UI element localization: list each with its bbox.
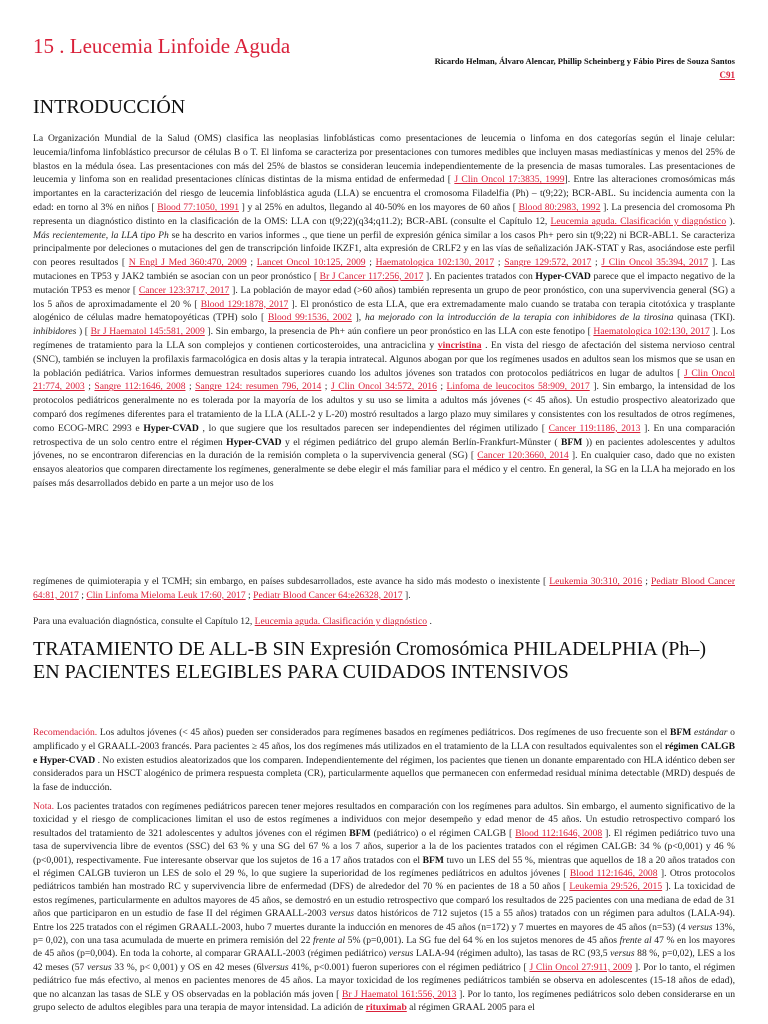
text-run: ) [: [76, 326, 91, 338]
reference-link[interactable]: Pediatr Blood Cancer 64:81, 2017: [33, 576, 736, 601]
text-run: ]. Por lo tanto, el régimen pediátrico fue más efectivo, al menos en pacientes menores de 45 años. La mayor toxicidad de los regímenes pediátricos también se observa en adolescentes (15-18 años de edad), que no alcanzan las tasas de SLE y OS observadas en la población más joven [: [33, 961, 735, 1000]
italic-text: Más recientemente, la LLA tipo Ph: [33, 229, 169, 241]
reference-link[interactable]: J Clin Oncol 34:572, 2016: [330, 381, 437, 393]
bold-term: régimen CALGB e Hyper-CVAD: [33, 740, 735, 766]
reference-link[interactable]: N Engl J Med 360:470, 2009: [128, 257, 247, 269]
text-run: ;: [321, 381, 331, 393]
reference-link[interactable]: Blood 112:1646, 2008: [515, 827, 603, 839]
reference-link[interactable]: Sangre 112:1646, 2008: [94, 381, 186, 393]
reference-link[interactable]: Linfoma de leucocitos 58:909, 2017: [446, 381, 590, 393]
italic-text: frente al: [312, 935, 346, 947]
italic-text: versus: [688, 921, 713, 933]
reference-link[interactable]: J Clin Oncol 35:394, 2017: [601, 257, 709, 269]
intro-heading: INTRODUCCIÓN: [33, 96, 186, 118]
reference-link[interactable]: Blood 99:1536, 2002: [267, 312, 352, 324]
text-run: 47 % en los mayores de 45 años (p=0,004). En toda la cohorte, al comparar GRAALL-2003 (régimen pediátrico): [33, 935, 735, 960]
reference-link[interactable]: J Clin Oncol 27:911, 2009: [529, 961, 633, 973]
reference-link[interactable]: Clin Linfoma Mieloma Leuk 17:60, 2017: [86, 589, 246, 601]
text-run: ]. Entre las alteraciones cromosómicas más importantes en la caracterización del riesgo de leucemia linfoblástica aguda (LLA) se encuentra el cromosoma Filadelfia (Ph) – t(9;22); BCR-ABL. Su incidencia aumenta con la edad: en torno al 3% en niños [: [33, 174, 735, 213]
text-run: ] y al 25% en adultos, llegando al 40-50% en los mayores de 60 años [: [239, 201, 519, 213]
text-run: parece que el impacto negativo de la mutación TP53 es menor [: [33, 270, 735, 296]
text-run: se ha descrito en varios informes ., que tiene un perfil de expresión génica similar a los casos Ph+ pero sin t(9;22) ni BCR-ABL1. Se caracteriza principalmente por deleciones o mutaciones del gen de transcripción linfoide IKZF1, alta expresión de CRLF2 y en las vías de señalización JAK-STAT y Ras, asociándose este perfil con peores resultados [: [33, 229, 736, 269]
reference-link[interactable]: J Clin Oncol 17:3835, 1999: [454, 174, 565, 186]
text-run: al régimen GRAAL 2005 para el: [406, 1002, 535, 1014]
text-run: ;: [84, 381, 95, 393]
text-run: ;: [78, 589, 87, 601]
intro-paragraph-3: [33, 615, 735, 629]
recommendation-paragraph: [33, 726, 735, 795]
text-run: ]. El pronóstico de esta LLA, que era extremadamente malo cuando se trataba con terapia citotóxica y trasplante alogénico de células madre hematopoyéticas (TPH) solo [: [33, 298, 736, 324]
text-run: ]. Otros protocolos pediátricos también han mostrado RC y supervivencia libre de enfermedad (DFS) de alrededor del 70 % en pacientes de 18 a 50 años [: [33, 868, 735, 893]
text-run: .: [427, 616, 432, 627]
text-run: ]. La toxicidad de estos regímenes, particularmente en adultos mayores de 45 años, se demostró en un estudio retrospectivo que comparó los resultados de 225 pacientes con una mediana de edad de 31 años que participaron en un estudio de fase II del régimen GRAALL-2003: [33, 881, 736, 920]
text-run: ;: [436, 381, 447, 393]
italic-text: versus: [264, 961, 289, 973]
text-run: 41%, p<0.001) fueron superiores con el régimen pediátrico [: [288, 961, 530, 973]
reference-link[interactable]: Sangre 129:572, 2017: [504, 257, 592, 269]
italic-text: estándar: [693, 727, 728, 738]
text-run: regímenes de quimioterapia y el TCMH; sin embargo, en países subdesarrollados, este avance ha sido más modesto o inexistente [: [33, 576, 550, 587]
text-run: ],: [351, 312, 365, 324]
reference-link[interactable]: Blood 77:1050, 1991: [157, 201, 240, 213]
reference-link[interactable]: Haematologica 102:130, 2017: [375, 257, 495, 269]
text-run: ]. Las mutaciones en TP53 y JAK2 también se asocian con un peor pronóstico [: [33, 257, 735, 282]
bold-term: Hyper-CVAD: [535, 270, 591, 282]
icd-code-link[interactable]: C91: [719, 70, 735, 80]
text-run: ]. En pacientes tratados con: [423, 270, 536, 282]
bold-term: BFM: [349, 827, 371, 839]
text-run: (pediátrico) o el régimen CALGB [: [370, 827, 516, 839]
reference-link[interactable]: Blood 129:1878, 2017: [200, 298, 289, 310]
text-run: . En vista del riesgo de afectación del sistema nervioso central (SNC), también se incluyen la profilaxis farmacológica en dosis altas y la terapia intratecal. Algunos abogan por que los regímenes usados en adultos sean los mismos que se usan en la población pediátrica. Varios informes demuestran resultados superiores cuando los adultos jóvenes son tratados con protocolos pediátricos en lugar de adultos [: [33, 339, 735, 379]
reference-link[interactable]: Br J Haematol 161:556, 2013: [342, 988, 457, 1000]
text-run: Los adultos jóvenes (< 45 años) pueden ser considerados para regímenes basados en regímenes pediátricos. Dos regímenes de uso frecuente son el: [97, 727, 670, 738]
italic-text: frente al: [619, 935, 652, 947]
text-run: tuvo un LES del 55 %, mientras que aquellos de 18 a 20 años tratados con el régimen CALGB tuvieron un LES de solo el 29 %, lo que sugiere la superioridad de los regímenes pediátricos en adultos jóvenes [: [33, 854, 735, 880]
reference-link[interactable]: Blood 112:1646, 2008: [569, 868, 658, 880]
text-run: ).: [726, 215, 735, 227]
treatment-heading: TRATAMIENTO DE ALL-B SIN Expresión Cromosómica PHILADELPHIA (Ph–) EN PACIENTES ELEGIBLES PARA CUIDADOS INTENSIVOS: [33, 638, 706, 683]
reference-link[interactable]: Br J Cancer 117:256, 2017: [319, 270, 424, 282]
reference-link[interactable]: Leucemia aguda. Clasificación y diagnóstico: [550, 215, 727, 227]
bold-term: Hyper-CVAD: [143, 422, 199, 434]
italic-text: ha mejorado con la introducción de la terapia con inhibidores de la tirosina: [364, 312, 674, 324]
text-run: 88 %, p=0,02), LES a los 42 meses (57: [33, 948, 735, 973]
reference-link[interactable]: Blood 80:2983, 1992: [518, 201, 601, 213]
text-run: ]. Sin embargo, la intensidad de los protocolos pediátricos generalmente no es tolerada por la mayoría de los adultos y su uso se limita a adultos más jóvenes (< 45 años). Un estudio prospectivo aleatorizado que comparó dos regímenes diferentes para el tratamiento de la LLA (ALL-2 y L-20) mostró resultados a largo plazo muy similares y consistentes con los resultados de otros regímenes, como ECOG-MRC 2993 e: [33, 381, 735, 434]
reference-link[interactable]: Cancer 123:3717, 2017: [138, 284, 230, 296]
reference-link[interactable]: Pediatr Blood Cancer 64:e26328, 2017: [253, 589, 403, 601]
reference-link[interactable]: Lancet Oncol 10:125, 2009: [256, 257, 366, 269]
bold-term: BFM: [669, 727, 692, 738]
text-run: . No existen estudios aleatorizados que los comparen. Independientemente del régimen, los pacientes que tienen un donante emparentado con HLA idéntico deben ser considerados para un HSCT alogénico de primera respuesta completa (CR), particularmente aquellos que permanecen con enfermedad residual mínima detectable (MRD) después de la fase de inducción.: [33, 754, 735, 794]
text-run: ;: [245, 589, 254, 601]
text-run: ]. Sin embargo, la presencia de Ph+ aún confiere un peor pronóstico en las LLA con este fenotipo [: [204, 326, 594, 338]
reference-link[interactable]: Sangre 124: resumen 796, 2014: [195, 381, 322, 393]
intro-paragraph-2: [33, 575, 735, 603]
reference-link[interactable]: J Clin Oncol 21:774, 2003: [33, 367, 735, 393]
text-run: , lo que sugiere que los resultados parecen ser independientes del régimen utilizado [: [198, 422, 549, 434]
text-run: ;: [642, 576, 651, 587]
intro-paragraph-1: [33, 132, 735, 491]
section-label: Recomendación.: [33, 727, 98, 738]
text-run: 5% (p=0,001). La SG fue del 64 % en los sujetos menores de 45 años: [345, 935, 620, 947]
bold-term: BFM: [422, 854, 444, 866]
text-run: ]. La presencia del cromosoma Ph representa un diagnóstico distinto en la clasificación de la OMS: LLA con t(9;22)(q34;q11.2); BCR-ABL (consulte el Capítulo 12,: [33, 201, 735, 227]
text-run: ;: [246, 257, 257, 269]
italic-text: inhibidores: [33, 326, 77, 338]
text-run: y el régimen pediátrico del grupo alemán Berlín-Frankfurt-Münster (: [281, 436, 561, 448]
text-run: ;: [494, 257, 505, 269]
section-label: Nota.: [33, 801, 55, 812]
text-run: 33 %, p< 0,001) y OS en 42 meses (6l: [111, 961, 265, 973]
text-run: La Organización Mundial de la Salud (OMS) clasifica las neoplasias linfoblásticas como presentaciones de leucemia o linfoma en dos categorías según el linaje celular: leucemia/linfoma linfoblástico precursor de células B o T. El linfoma se caracteriza por presentaciones con tumores medibles que incluyen masas mediastínicas y menos del 25% de blastos en la médula ósea. Las presentaciones con más del 25% de blastos se consideran leucemia independientemente de la presencia de masas tumorales. Las presentaciones de leucemia y linfoma son en realidad presentaciones clínicas distintas de la misma entidad de enfermedad [: [33, 133, 735, 186]
text-run: datos históricos de 712 sujetos (15 a 55 años) tratados con un régimen para adultos (LALA-94). Entre los 225 tratados con el régimen GRAALL-2003, hubo 7 muertes durante la inducción en menores de 45 años (n=172) y 7 muertes en mayores de 45 años (n=53) (4: [33, 908, 735, 933]
text-run: o amplificado y el GRAALL-2003 francés. Para pacientes ≥ 45 años, los dos regímenes más utilizados en el tratamiento de la LLA con resultados equivalentes son el: [33, 727, 735, 752]
italic-text: versus: [87, 961, 112, 973]
text-run: ;: [365, 257, 376, 269]
bold-term: BFM: [560, 436, 583, 448]
reference-link[interactable]: rituximab: [365, 1002, 407, 1014]
text-run: 13%, p= 0,02), con una tasa acumulada de muerte en primera remisión del 22: [33, 921, 735, 947]
text-run: ]. Los regímenes de tratamiento para la LLA son complejos y contienen corticosteroides, una antraciclina y: [33, 326, 735, 351]
text-run: ;: [591, 257, 602, 269]
text-run: LALA-94 (régimen adulto), las tasas de RC (93,5: [413, 948, 611, 960]
text-run: ]. En una comparación retrospectiva de un solo centro entre el régimen: [33, 422, 735, 448]
italic-text: versus: [610, 948, 635, 960]
text-run: quinasa (TKI).: [673, 312, 735, 324]
reference-link[interactable]: vincristina: [437, 339, 482, 351]
text-run: ]. La población de mayor edad (>60 años) también representa un grupo de peor pronóstico, con una supervivencia general (SG) a los 5 años de aproximadamente el 20 % [: [33, 284, 735, 310]
reference-link[interactable]: Cancer 120:3660, 2014: [477, 450, 569, 462]
italic-text: versus: [329, 908, 354, 920]
text-run: Para una evaluación diagnóstica, consulte el Capítulo 12,: [33, 616, 255, 627]
reference-link[interactable]: Leukemia 30:310, 2016: [549, 576, 643, 587]
italic-text: versus: [388, 948, 414, 960]
bold-term: Hyper-CVAD: [226, 436, 282, 448]
reference-link[interactable]: Haematologica 102:130, 2017: [593, 326, 710, 338]
reference-link[interactable]: Leucemia aguda. Clasificación y diagnóstico: [254, 616, 428, 627]
text-run: Los pacientes tratados con regímenes pediátricos parecen tener mejores resultados en comparación con los regímenes para adultos. Sin embargo, el aumento significativo de la toxicidad y el riesgo de complicaciones limitan el uso de estos regímenes a individuos con mejor desempeño y edad menor de 45 años. Un estudio retrospectivo comparó los resultados del tratamiento de 321 adolescentes y adultos jóvenes con el régimen: [33, 801, 735, 839]
text-run: ]. Por lo tanto, los regímenes pediátricos solo deben considerarse en un grupo selecto de adultos elegibles para una terapia de mayor intensidad. La adición de: [33, 988, 736, 1014]
chapter-title: 15 . Leucemia Linfoide Aguda: [33, 34, 291, 58]
text-run: ]. El régimen pediátrico tuvo una tasa de supervivencia libre de eventos (SSC) del 63 % y una SG del 67 % a los 7 años, superior a la de los pacientes tratados con el régimen CALGB: 34 % (p<0,001) y 46 % (p<0,001), respectivamente. Fue interesante observar que los sujetos de 16 a 17 años tratados con el: [33, 827, 735, 866]
text-run: )) en pacientes adolescentes y adultos jóvenes, no se encontraron diferencias en la duración de la remisión completa o la supervivencia general (SG) [: [33, 436, 736, 462]
reference-link[interactable]: Leukemia 29:526, 2015: [569, 881, 663, 893]
reference-link[interactable]: Br J Haematol 145:581, 2009: [90, 326, 205, 338]
text-run: ]. En cualquier caso, dado que no existen ensayos aleatorios que comparen directamente los regímenes, generalmente se debe elegir el más familiar para el médico y el centro. En general, la SG en la LLA ha mejorado en los países más desarrollados debido en parte a un mejor uso de los: [33, 450, 736, 489]
text-run: ;: [185, 381, 196, 393]
note-paragraph: [33, 800, 735, 1015]
authors: Ricardo Helman, Álvaro Alencar, Phillip Scheinberg y Fábio Pires de Souza Santos: [434, 56, 735, 66]
reference-link[interactable]: Cancer 119:1186, 2013: [548, 422, 641, 434]
text-run: ].: [402, 589, 411, 601]
